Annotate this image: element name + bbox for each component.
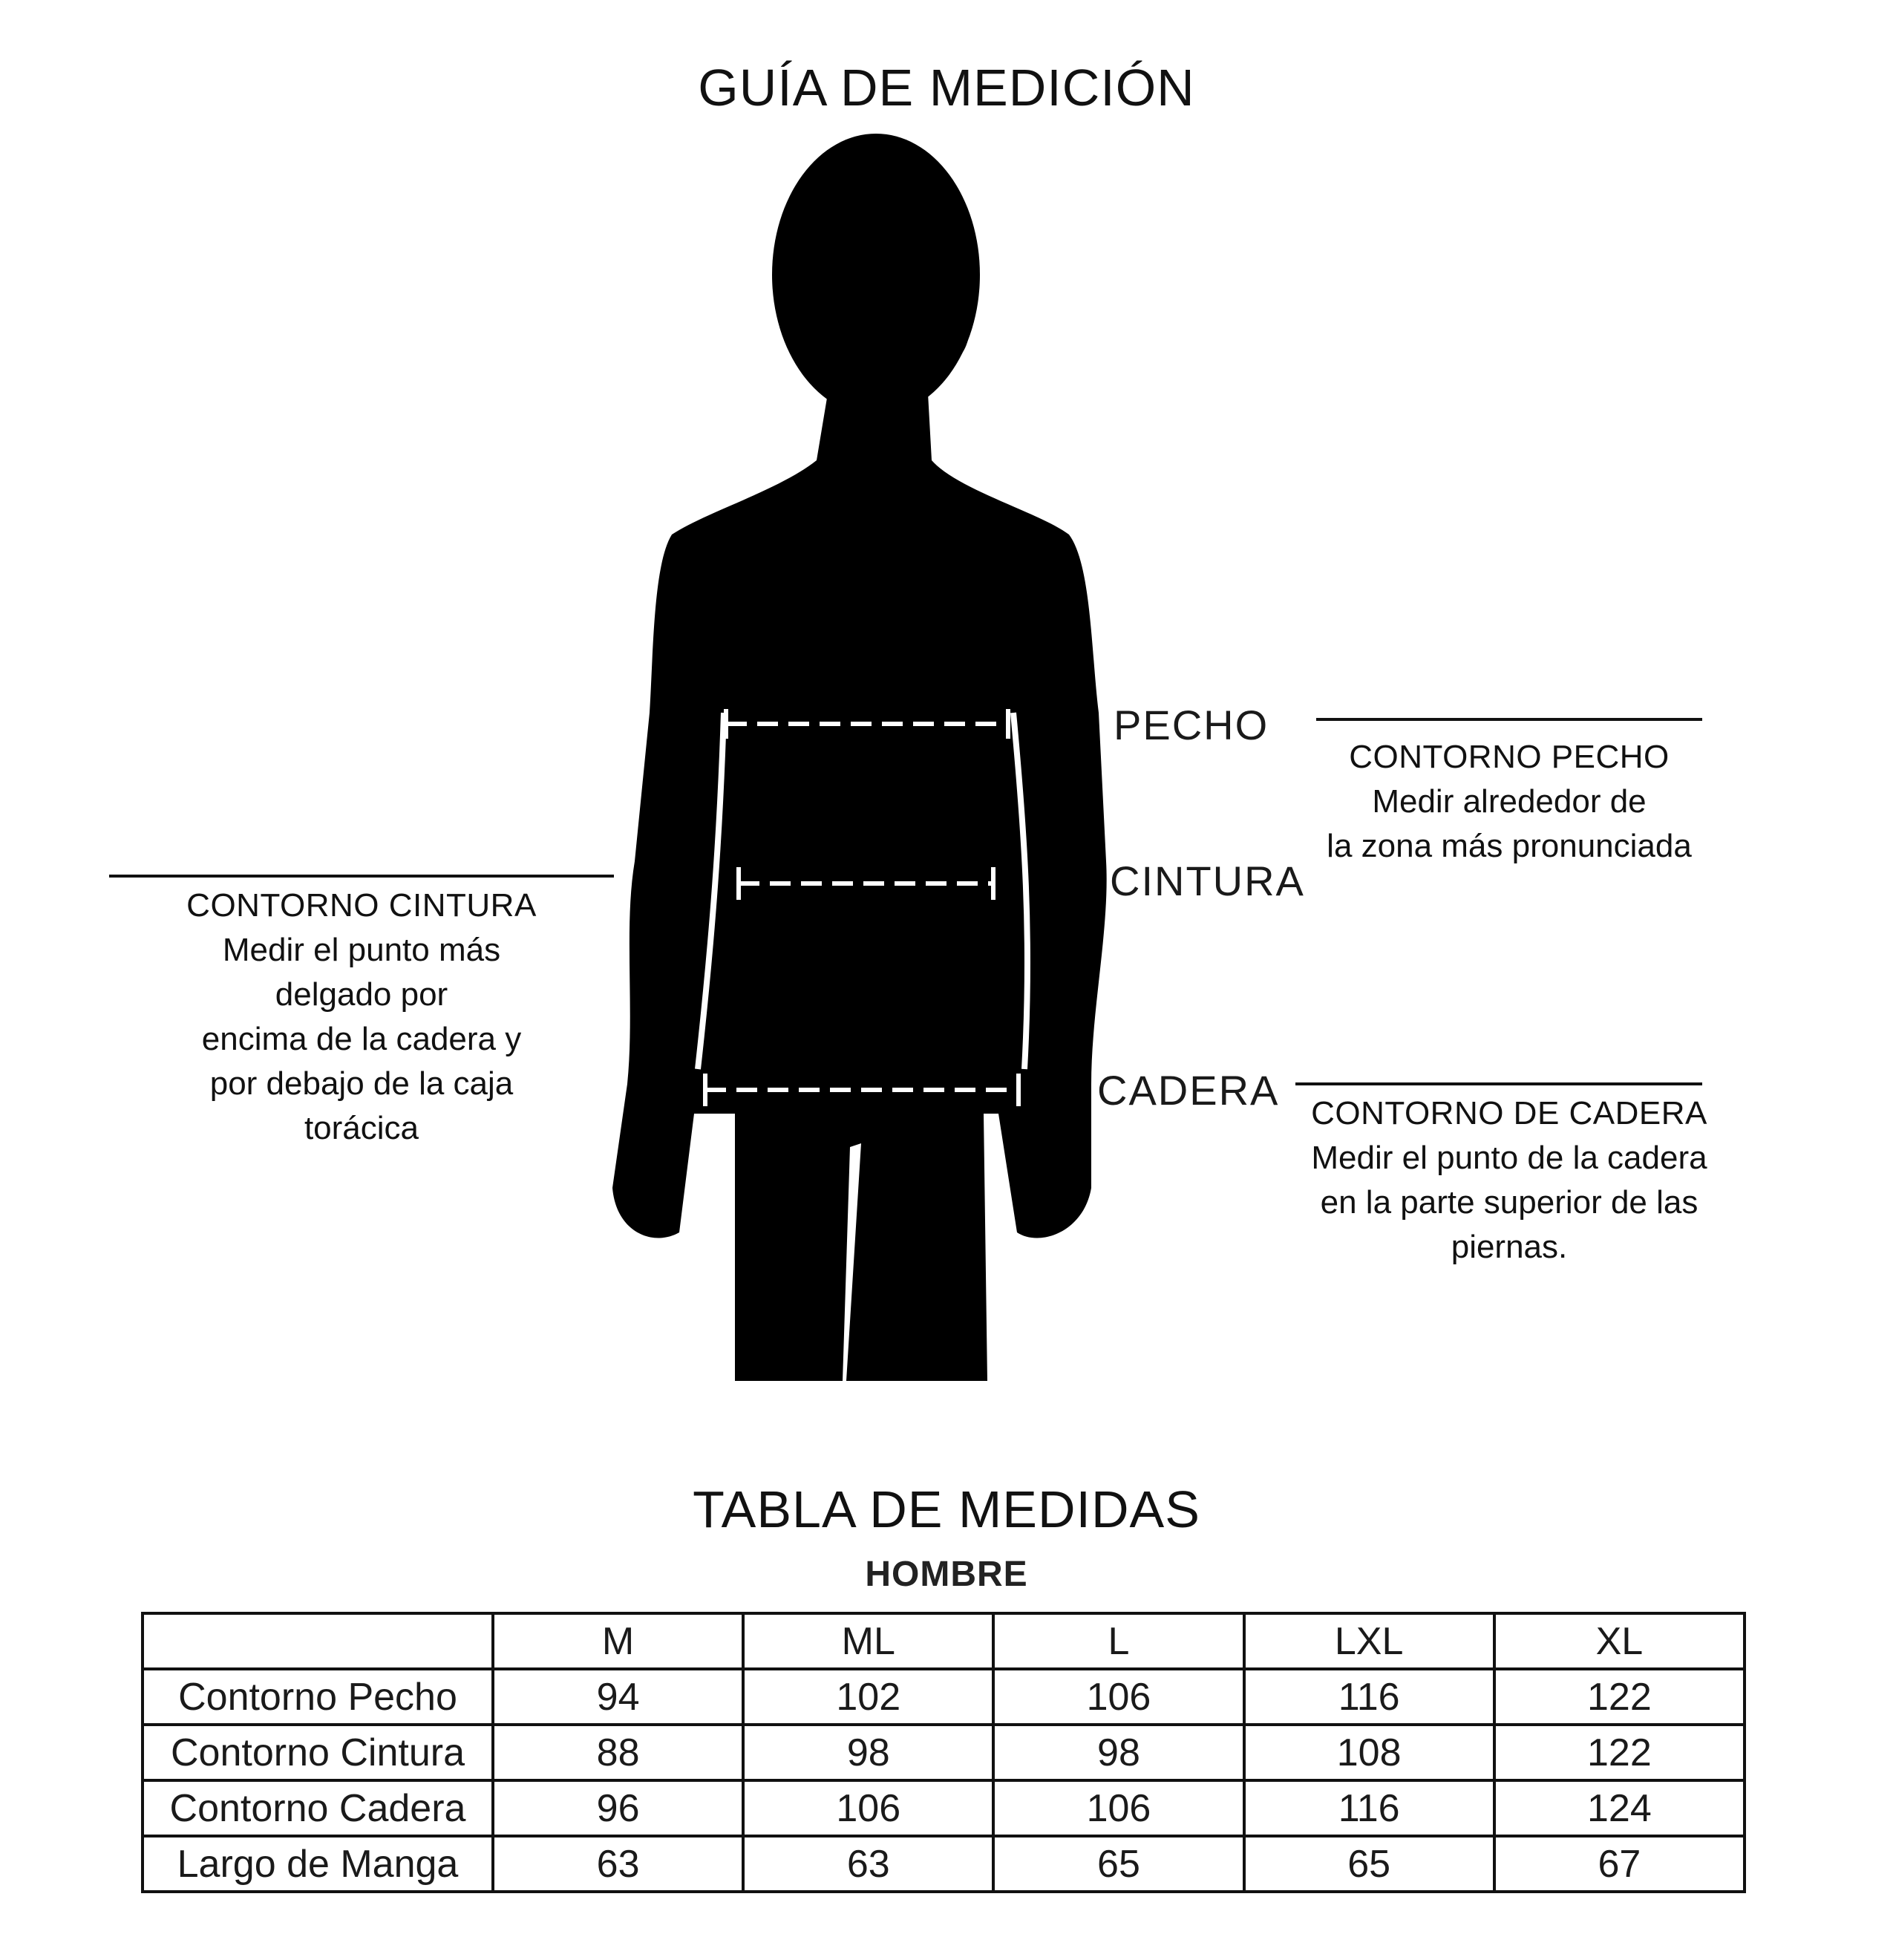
cintura-line: delgado por <box>275 976 448 1013</box>
cadera-description <box>1262 1091 1756 1270</box>
table-cell: 122 <box>1494 1725 1745 1780</box>
table-cell: 116 <box>1244 1780 1494 1836</box>
table-title: TABLA DE MEDIDAS <box>693 1480 1200 1538</box>
table-cell: 65 <box>1244 1836 1494 1892</box>
table-cell: 106 <box>993 1780 1243 1836</box>
pecho-line: la zona más pronunciada <box>1327 828 1692 864</box>
table-subtitle: HOMBRE <box>865 1555 1028 1594</box>
column-header: LXL <box>1244 1613 1494 1669</box>
cadera-divider <box>1295 1082 1702 1085</box>
table-row <box>143 1669 1745 1725</box>
zone-label-pecho: PECHO <box>1114 702 1269 748</box>
row-label: Contorno Cintura <box>143 1725 493 1780</box>
pecho-divider <box>1316 718 1702 721</box>
silhouette-shape <box>612 134 1107 1381</box>
table-cell: 88 <box>493 1725 743 1780</box>
cadera-line: Medir el punto de la cadera <box>1311 1140 1707 1176</box>
table-cell: 63 <box>743 1836 993 1892</box>
cintura-line: encima de la cadera y <box>201 1021 522 1057</box>
table-cell: 106 <box>993 1669 1243 1725</box>
table-row <box>143 1836 1745 1892</box>
zone-label-cadera: CADERA <box>1097 1067 1280 1114</box>
cintura-line: torácica <box>304 1110 419 1146</box>
table-cell: 102 <box>743 1669 993 1725</box>
table-row <box>143 1725 1745 1780</box>
row-label: Largo de Manga <box>143 1836 493 1892</box>
cintura-line: por debajo de la caja <box>209 1065 514 1102</box>
table-cell: 98 <box>993 1725 1243 1780</box>
cadera-line: en la parte superior de las <box>1320 1184 1699 1221</box>
zone-label-cintura: CINTURA <box>1110 858 1305 904</box>
page-title: GUÍA DE MEDICIÓN <box>698 59 1195 117</box>
pecho-line: Medir alrededor de <box>1372 783 1647 820</box>
table-cell: 108 <box>1244 1725 1494 1780</box>
table-cell: 65 <box>993 1836 1243 1892</box>
pecho-heading: CONTORNO PECHO <box>1349 739 1670 775</box>
column-header: L <box>993 1613 1243 1669</box>
table-cell: 98 <box>743 1725 993 1780</box>
column-header: ML <box>743 1613 993 1669</box>
cintura-divider <box>109 875 614 878</box>
table-cell: 124 <box>1494 1780 1745 1836</box>
column-header: XL <box>1494 1613 1745 1669</box>
size-table <box>141 1612 1746 1893</box>
table-cell: 122 <box>1494 1669 1745 1725</box>
cadera-heading: CONTORNO DE CADERA <box>1311 1095 1707 1131</box>
row-label: Contorno Pecho <box>143 1669 493 1725</box>
cintura-description <box>109 883 614 1151</box>
table-header-row <box>143 1613 1745 1669</box>
table-cell: 106 <box>743 1780 993 1836</box>
table-row <box>143 1780 1745 1836</box>
cadera-line: piernas. <box>1451 1229 1568 1265</box>
table-cell: 67 <box>1494 1836 1745 1892</box>
cintura-line: Medir el punto más <box>222 932 501 968</box>
table-corner-cell <box>143 1613 493 1669</box>
table-cell: 116 <box>1244 1669 1494 1725</box>
row-label: Contorno Cadera <box>143 1780 493 1836</box>
cintura-heading: CONTORNO CINTURA <box>186 887 537 924</box>
table-cell: 96 <box>493 1780 743 1836</box>
column-header: M <box>493 1613 743 1669</box>
pecho-description <box>1262 735 1756 869</box>
table-cell: 63 <box>493 1836 743 1892</box>
table-cell: 94 <box>493 1669 743 1725</box>
